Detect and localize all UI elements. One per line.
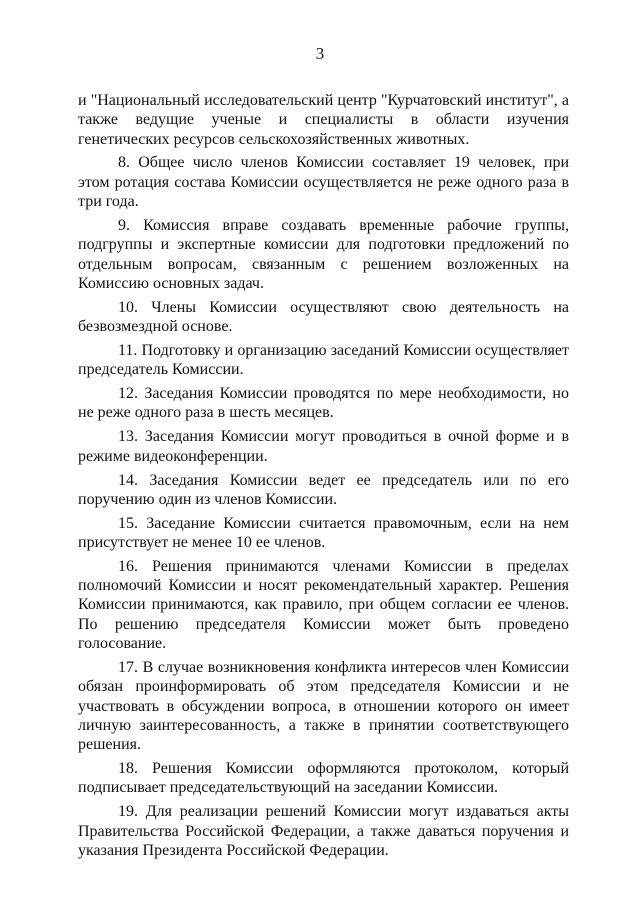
paragraph-item-8: 8. Общее число членов Комиссии составляет 19 человек, при этом ротация состава Комиссии осуществляется не реже одного раза в три года. <box>78 154 569 211</box>
paragraph-item-13: 13. Заседания Комиссии могут проводиться в очной форме и в режиме видеоконференции. <box>78 428 569 465</box>
paragraph-item-12: 12. Заседания Комиссии проводятся по мере необходимости, но не реже одного раза в шесть месяцев. <box>78 385 569 422</box>
paragraph-item-14: 14. Заседания Комиссии ведет ее председатель или по его поручению один из членов Комиссии. <box>78 471 569 508</box>
paragraph-item-19: 19. Для реализации решений Комиссии могут издаваться акты Правительства Российской Федерации, а также даваться поручения и указания Президента Российской Федерации. <box>78 803 569 859</box>
document-body <box>78 91 569 865</box>
paragraph-item-11: 11. Подготовку и организацию заседаний Комиссии осуществляет председатель Комиссии. <box>78 341 569 379</box>
paragraph-item-16: 16. Решения принимаются членами Комиссии в пределах полномочий Комиссии и носят рекомендательный характер. Решения Комиссии принимаются, как правило, при общем согласии ее членов. По решению председателя Комиссии может быть проведено голосование. <box>78 557 569 653</box>
page-number: 3 <box>315 44 325 63</box>
paragraph-item-18: 18. Решения Комиссии оформляются протоколом, который подписывает председательствующий на заседании Комиссии. <box>78 760 569 797</box>
paragraph-item-10: 10. Члены Комиссии осуществляют свою деятельность на безвозмездной основе. <box>78 298 569 336</box>
paragraph-item-9: 9. Комиссия вправе создавать временные рабочие группы, подгруппы и экспертные комиссии для подготовки предложений по отдельным вопросам, связанным с решением возложенных на Комиссию основных задач. <box>78 216 569 292</box>
paragraph-continuation: и "Национальный исследовательский центр "Курчатовский институт", а также ведущие ученые и специалисты в области изучения генетических ресурсов сельскохозяйственных животных. <box>78 92 569 148</box>
paragraph-item-17: 17. В случае возникновения конфликта интересов член Комиссии обязан проинформировать об этом председателя Комиссии и не участвовать в обсуждении вопроса, в отношении которого он имеет личную заинтересованность, а также в принятии соответствующего решения. <box>78 658 569 754</box>
paragraph-item-15: 15. Заседание Комиссии считается правомочным, если на нем присутствует не менее 10 ее членов. <box>78 514 569 551</box>
